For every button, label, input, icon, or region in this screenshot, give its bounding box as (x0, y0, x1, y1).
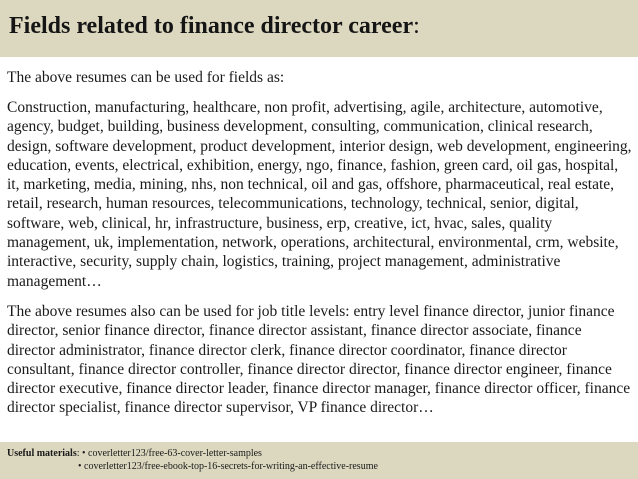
footer-bar (0, 442, 638, 479)
fields-paragraph: Construction, manufacturing, healthcare, non profit, advertising, agile, architecture, automotive, agency, budget, building, business development, consulting, communication, clinical research, design, software development, product development, interior design, web development, engineering, education, events, electrical, exhibition, energy, ngo, finance, fashion, green card, oil gas, hospital, it, marketing, media, mining, nhs, non technical, oil and gas, offshore, pharmaceutical, real estate, retail, research, human resources, telecommunications, technology, technical, senior, digital, software, web, clinical, hr, infrastructure, business, erp, creative, ict, hvac, sales, quality management, uk, implementation, network, operations, architectural, environmental, crm, website, interactive, security, supply chain, logistics, training, project management, administrative management… (7, 99, 632, 290)
footer-link-cover-letters[interactable]: • coverletter123/free-63-cover-letter-samples (82, 448, 262, 459)
useful-materials-colon: : (76, 448, 82, 459)
page-title-colon: : (413, 13, 420, 39)
page-title-text: Fields related to finance director career (9, 13, 414, 39)
footer-link-resume-ebook[interactable]: • coverletter123/free-ebook-top-16-secrets-for-writing-an-effective-resume (78, 461, 378, 472)
useful-materials-label: Useful materials (7, 448, 77, 459)
title-bar (0, 0, 638, 57)
footer-row-1 (7, 447, 638, 460)
job-levels-paragraph: The above resumes also can be used for job title levels: entry level finance director, junior finance director, senior finance director, finance director assistant, finance director associate, finance director administrator, finance director clerk, finance director coordinator, finance director consultant, finance director controller, finance director director, finance director engineer, finance director executive, finance director leader, finance director manager, finance director officer, finance director specialist, finance director supervisor, VP finance director… (7, 302, 631, 417)
intro-text: The above resumes can be used for fields as: (7, 69, 285, 86)
page-title (9, 11, 638, 41)
footer-row-2 (7, 460, 638, 473)
main-content (7, 60, 633, 418)
